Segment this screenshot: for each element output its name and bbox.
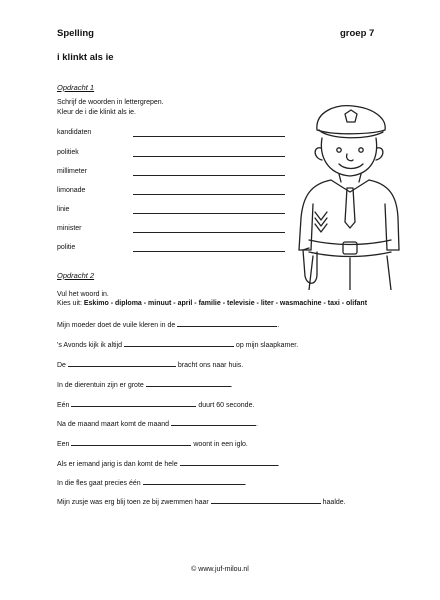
answer-blank[interactable] [143, 477, 245, 485]
sentence-after: . [277, 461, 280, 468]
sentence-before: 's Avonds kijk ik altijd [57, 342, 123, 349]
sentence-row [57, 496, 346, 506]
sentence-row [57, 438, 248, 448]
word-item: politiek [57, 149, 79, 156]
answer-line[interactable] [133, 175, 285, 176]
footer-credit: © www.juf-milou.nl [191, 566, 249, 573]
word-item: millimeter [57, 168, 87, 175]
exercise2-label: Opdracht 2 [57, 271, 95, 280]
sentence-before: Eén [57, 402, 70, 409]
answer-blank[interactable] [177, 319, 280, 329]
exercise2-instruction: Vul het woord in. [57, 291, 109, 298]
sentence-before: Een [57, 441, 70, 448]
sentence-after: . [277, 322, 280, 329]
sentence-after: . [244, 480, 247, 487]
sentence-row [57, 458, 280, 468]
answer-line[interactable] [133, 156, 285, 157]
answer-blank[interactable] [180, 458, 278, 466]
exercise1-label: Opdracht 1 [57, 83, 95, 92]
answer-line[interactable] [133, 194, 285, 195]
sentence-row [57, 339, 298, 349]
answer-blank[interactable] [171, 418, 256, 426]
choice-list [57, 299, 367, 309]
sentence-before: Mijn zusje was erg blij toen ze bij zwemmen haar [57, 499, 209, 506]
page-title: Spelling [57, 28, 94, 39]
word-item: linie [57, 206, 70, 213]
sentence-after: duurt 60 seconde. [198, 402, 255, 409]
group-label: groep 7 [340, 28, 375, 39]
answer-blank[interactable] [71, 438, 191, 446]
sentence-before: In de dierentuin zijn er grote [57, 382, 144, 389]
answer-blank[interactable] [124, 339, 234, 347]
sentence-row [57, 359, 243, 369]
sentence-row [57, 399, 254, 409]
sentence-after: . [230, 382, 233, 389]
sentence-before: Mijn moeder doet de vuile kleren in de [57, 322, 176, 329]
sentence-after: op mijn slaapkamer. [235, 342, 299, 349]
police-officer-illustration [295, 100, 400, 290]
sentence-before: In die fles gaat precies één [57, 480, 141, 487]
answer-blank[interactable] [68, 359, 176, 367]
answer-blank[interactable] [71, 399, 196, 407]
word-item: minister [57, 225, 82, 232]
exercise1-instruction-2: Kleur de i die klinkt als ie. [57, 109, 136, 116]
word-item: politie [57, 244, 76, 251]
sentence-row [57, 319, 279, 329]
answer-line[interactable] [133, 251, 285, 252]
sentence-row [57, 379, 233, 389]
page-subtitle: i klinkt als ie [57, 52, 114, 63]
sentence-row [57, 418, 258, 428]
exercise1-instruction-1: Schrijf de woorden in lettergrepen. [57, 99, 164, 106]
answer-blank[interactable] [211, 496, 321, 504]
word-item: kandidaten [57, 129, 92, 136]
sentence-before: Als er iemand jarig is dan komt de hele [57, 461, 178, 468]
sentence-row [57, 477, 247, 487]
sentence-before: Na de maand maart komt de maand [57, 421, 170, 428]
choice-words: Eskimo - diploma - minuut - april - familie - televisie - liter - wasmachine - taxi - olifant [83, 300, 368, 307]
sentence-after: . [256, 421, 258, 428]
answer-line[interactable] [133, 232, 285, 233]
sentence-after: haalde. [322, 499, 346, 506]
answer-line[interactable] [133, 136, 285, 137]
answer-blank[interactable] [146, 379, 231, 387]
sentence-after: bracht ons naar huis. [177, 362, 244, 369]
choice-prefix: Kies uit: [57, 300, 82, 307]
sentence-before: De [57, 362, 66, 369]
sentence-after: woont in een iglo. [193, 441, 248, 448]
answer-line[interactable] [133, 213, 285, 214]
word-item: limonade [57, 187, 86, 194]
